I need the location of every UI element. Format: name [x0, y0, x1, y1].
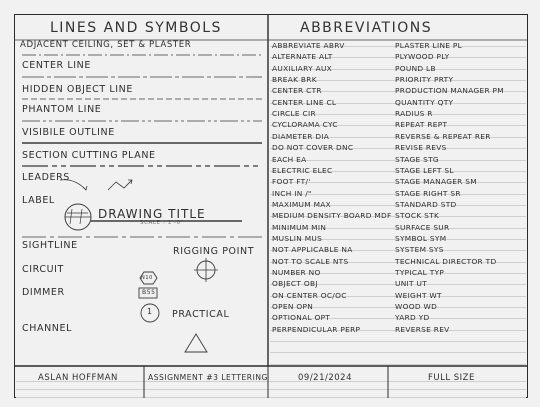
circuit-tag: N10 [141, 275, 153, 281]
practical-number: 1 [147, 307, 153, 316]
abbreviation-item: SURFACE SUR [395, 222, 450, 232]
abbreviation-item: INCH IN /" [272, 188, 312, 198]
abbreviation-item: NOT APPLICABLE NA [272, 245, 353, 255]
scale-note: SCALE : 1'-0" [140, 220, 184, 226]
abbreviation-item: REPEAT REPT [395, 120, 448, 130]
adjacent-ceiling-label: ADJACENT CEILING, SET & PLASTER [20, 40, 192, 50]
abbreviation-item: OBJECT OBJ [272, 279, 318, 289]
abbreviation-item: STAGE STG [395, 154, 439, 164]
abbreviation-item: MINIMUM MIN [272, 222, 327, 232]
abbreviation-item: FOOT FT/' [272, 177, 311, 187]
label-label: LABEL [22, 195, 55, 206]
leaders-label: LEADERS [22, 172, 70, 183]
section-cutting-plane-label: SECTION CUTTING PLANE [22, 150, 156, 161]
abbreviation-item: WEIGHT WT [395, 290, 442, 300]
abbreviation-item: ALTERNATE ALT [272, 52, 333, 62]
channel-label: CHANNEL [22, 323, 72, 334]
practical-label: PRACTICAL [172, 309, 230, 320]
abbreviation-item: RADIUS R [395, 109, 433, 119]
abbreviation-item: NUMBER NO [272, 268, 321, 277]
abbreviation-item: PRIORITY PRTY [395, 75, 454, 85]
dimmer-tag: B55 [142, 289, 156, 296]
abbreviation-item: NOT TO SCALE NTS [272, 256, 349, 266]
abbreviation-item: PERPENDICULAR PERP [272, 324, 361, 334]
abbreviation-item: WOOD WD [395, 302, 438, 312]
abbreviation-item: OPTIONAL OPT [272, 313, 331, 323]
abbreviation-item: CIRCLE CIR [272, 109, 316, 119]
abbreviation-item: QUANTITY QTY [395, 97, 454, 107]
abbreviation-item: YARD YD [395, 313, 430, 323]
abbreviation-item: CENTER LINE CL [272, 97, 337, 107]
abbreviation-item: STAGE LEFT SL [395, 165, 454, 175]
abbreviation-item: PRODUCTION MANAGER PM [395, 86, 504, 96]
abbreviation-item: STAGE RIGHT SR [395, 188, 461, 198]
abbreviation-item: MEDIUM DENSITY BOARD MDF [272, 211, 392, 221]
abbreviation-item: TECHNICAL DIRECTOR TD [395, 256, 497, 266]
abbreviation-item: REVERSE REV [395, 324, 450, 334]
phantom-line-label: PHANTOM LINE [22, 104, 102, 115]
abbreviation-item: SYSTEM SYS [395, 245, 444, 255]
rigging-point-label: RIGGING POINT [173, 246, 255, 257]
abbreviation-item: STAGE MANAGER SM [395, 177, 477, 187]
abbreviation-item: DO NOT COVER DNC [272, 143, 354, 153]
abbreviation-item: UNIT UT [395, 279, 428, 289]
abbreviation-item: STOCK STK [395, 211, 440, 221]
visible-outline-label: VISIBILE OUTLINE [22, 127, 115, 138]
abbreviation-item: MAXIMUM MAX [272, 199, 331, 209]
abbreviation-item: POUND LB [395, 63, 436, 73]
abbreviation-item: MUSLIN MUS [272, 233, 323, 243]
circuit-label: CIRCUIT [22, 264, 64, 275]
title-block-name: ASLAN HOFFMAN [38, 373, 118, 383]
abbreviation-item: CENTER CTR [272, 86, 322, 96]
abbreviation-item: CYCLORAMA CYC [272, 120, 338, 130]
abbreviation-item: REVERSE & REPEAT RER [395, 131, 491, 141]
center-line-label: CENTER LINE [22, 60, 91, 71]
abbreviation-item: AUXILIARY AUX [272, 63, 333, 73]
hidden-object-line-label: HIDDEN OBJECT LINE [22, 84, 133, 95]
abbreviation-item: ELECTRIC ELEC [272, 165, 333, 175]
abbreviation-item: TYPICAL TYP [395, 268, 445, 277]
title-block-assignment: ASSIGNMENT #3 LETTERING [148, 373, 268, 382]
title-block-date: 09/21/2024 [298, 373, 352, 383]
abbreviation-item: STANDARD STD [395, 199, 457, 209]
abbreviation-item: PLASTER LINE PL [395, 41, 463, 50]
abbreviation-item: SYMBOL SYM [395, 233, 447, 243]
drawing-title-text: DRAWING TITLE [98, 207, 206, 221]
abbreviation-item: ABBREVIATE ABRV [272, 41, 345, 50]
lines-symbols-header: LINES AND SYMBOLS [50, 20, 222, 36]
abbreviation-item: PLYWOOD PLY [395, 52, 450, 62]
abbreviation-item: REVISE REVS [395, 143, 447, 153]
abbreviation-item: ON CENTER OC/OC [272, 290, 347, 300]
abbreviations-header: ABBREVIATIONS [300, 20, 433, 36]
sightline-label: SIGHTLINE [22, 240, 78, 251]
dimmer-label: DIMMER [22, 287, 65, 298]
abbreviation-item: OPEN OPN [272, 302, 314, 312]
abbreviation-item: BREAK BRK [272, 75, 317, 85]
abbreviation-item: EACH EA [272, 154, 307, 164]
abbreviation-item: DIAMETER DIA [272, 131, 330, 141]
title-block-scale: FULL SIZE [428, 373, 475, 383]
